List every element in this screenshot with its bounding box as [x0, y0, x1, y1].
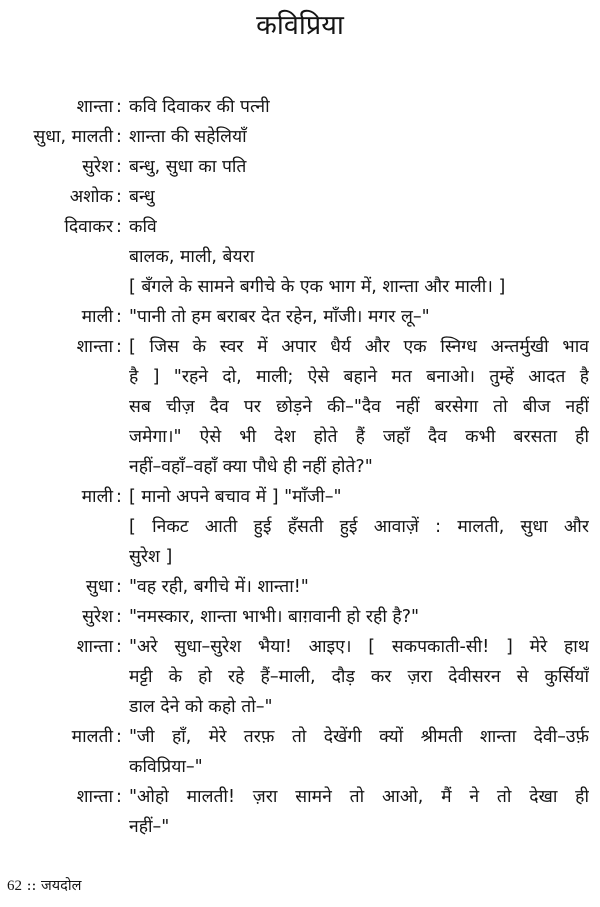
dialogue-line	[0, 632, 600, 662]
dialogue-line	[0, 812, 600, 842]
speaker-colon: :	[116, 307, 122, 327]
dialogue-line	[0, 422, 600, 452]
speaker-colon: :	[116, 337, 122, 357]
dialogue-text: "ओहो मालती! ज़रा सामने तो आओ, मैं ने तो देखा ही	[129, 787, 589, 807]
dialogue-line	[0, 212, 600, 242]
dialogue-line	[0, 542, 600, 572]
dialogue-line	[0, 782, 600, 812]
dialogue-text: बन्धु	[129, 187, 155, 207]
dialogue-text: बन्धु, सुधा का पति	[129, 157, 247, 177]
speaker-colon: :	[116, 637, 122, 657]
page-footer	[7, 876, 81, 896]
dialogue-line	[0, 152, 600, 182]
dialogue-line	[0, 692, 600, 722]
speaker-name: अशोक	[69, 187, 113, 207]
dialogue-text: [ मानो अपने बचाव में ] "माँजी–"	[129, 487, 342, 507]
dialogue-text: कवि दिवाकर की पत्नी	[129, 97, 270, 117]
page-number: 62	[7, 878, 22, 894]
page-title: कविप्रिया	[256, 10, 344, 41]
dialogue-line	[0, 452, 600, 482]
dialogue-body	[0, 92, 600, 842]
dialogue-text: "जी हाँ, मेरे तरफ़ तो देखेंगी क्यों श्रीमती शान्ता देवी–उर्फ़	[129, 727, 589, 747]
dialogue-line	[0, 302, 600, 332]
speaker-colon: :	[116, 157, 122, 177]
dialogue-line	[0, 332, 600, 362]
dialogue-line	[0, 92, 600, 122]
speaker-colon: :	[116, 727, 122, 747]
dialogue-text: [ जिस के स्वर में अपार धैर्य और एक स्निग्ध अन्तर्मुखी भाव	[129, 337, 589, 357]
speaker-name: सुधा, मालती	[33, 127, 113, 147]
dialogue-text: "नमस्कार, शान्ता भाभी। बाग़वानी हो रही है?"	[129, 607, 420, 627]
speaker-name: माली	[81, 487, 113, 507]
dialogue-line	[0, 572, 600, 602]
speaker-colon: :	[116, 787, 122, 807]
speaker-name: शान्ता	[76, 337, 113, 357]
dialogue-text: सुरेश ]	[129, 547, 173, 567]
speaker-colon: :	[116, 97, 122, 117]
book-title: जयदोल	[41, 878, 82, 894]
dialogue-line	[0, 662, 600, 692]
dialogue-text: "अरे सुधा–सुरेश भैया! आइए। [ सकपकाती-सी! ] मेरे हाथ	[129, 637, 589, 657]
dialogue-text: कवि	[129, 217, 157, 237]
dialogue-line	[0, 182, 600, 212]
speaker-name: शान्ता	[76, 97, 113, 117]
dialogue-text: डाल देने को कहो तो–"	[129, 697, 273, 717]
dialogue-text: [ बँगले के सामने बगीचे के एक भाग में, शान्ता और माली। ]	[129, 277, 506, 297]
dialogue-line	[0, 512, 600, 542]
dialogue-line	[0, 272, 600, 302]
dialogue-text: शान्ता की सहेलियाँ	[129, 127, 247, 147]
dialogue-text: "पानी तो हम बराबर देत रहेन, माँजी। मगर लू–"	[129, 307, 430, 327]
speaker-name: शान्ता	[76, 637, 113, 657]
speaker-colon: :	[116, 217, 122, 237]
footer-separator: ::	[26, 878, 37, 894]
speaker-name: सुरेश	[82, 607, 113, 627]
dialogue-text: है ] "रहने दो, माली; ऐसे बहाने मत बनाओ। तुम्हें आदत है	[129, 367, 589, 387]
dialogue-line	[0, 242, 600, 272]
speaker-colon: :	[116, 187, 122, 207]
dialogue-line	[0, 752, 600, 782]
speaker-name: दिवाकर	[64, 217, 113, 237]
dialogue-line	[0, 722, 600, 752]
dialogue-text: "वह रही, बगीचे में। शान्ता!"	[129, 577, 309, 597]
dialogue-text: जमेगा।" ऐसे भी देश होते हैं जहाँ दैव कभी बरसता ही	[129, 427, 589, 447]
speaker-name: सुधा	[85, 577, 113, 597]
dialogue-line	[0, 122, 600, 152]
dialogue-text: [ निकट आती हुई हँसती हुई आवाज़ें : मालती, सुधा और	[129, 517, 589, 537]
speaker-colon: :	[116, 127, 122, 147]
dialogue-line	[0, 362, 600, 392]
speaker-colon: :	[116, 577, 122, 597]
speaker-name: माली	[81, 307, 113, 327]
dialogue-line	[0, 482, 600, 512]
dialogue-line	[0, 602, 600, 632]
speaker-name: मालती	[71, 727, 113, 747]
speaker-name: सुरेश	[82, 157, 113, 177]
speaker-colon: :	[116, 487, 122, 507]
dialogue-text: सब चीज़ दैव पर छोड़ने की–"दैव नहीं बरसेगा तो बीज नहीं	[129, 397, 589, 417]
dialogue-text: मट्टी के हो रहे हैं–माली, दौड़ कर ज़रा देवीसरन से कुर्सियाँ	[129, 667, 589, 687]
dialogue-text: बालक, माली, बेयरा	[129, 247, 255, 267]
dialogue-text: कविप्रिया–"	[129, 757, 203, 777]
dialogue-text: नहीं–"	[129, 817, 170, 837]
speaker-colon: :	[116, 607, 122, 627]
speaker-name: शान्ता	[76, 787, 113, 807]
dialogue-line	[0, 392, 600, 422]
dialogue-text: नहीं–वहाँ–वहाँ क्या पौधे ही नहीं होते?"	[129, 457, 373, 477]
